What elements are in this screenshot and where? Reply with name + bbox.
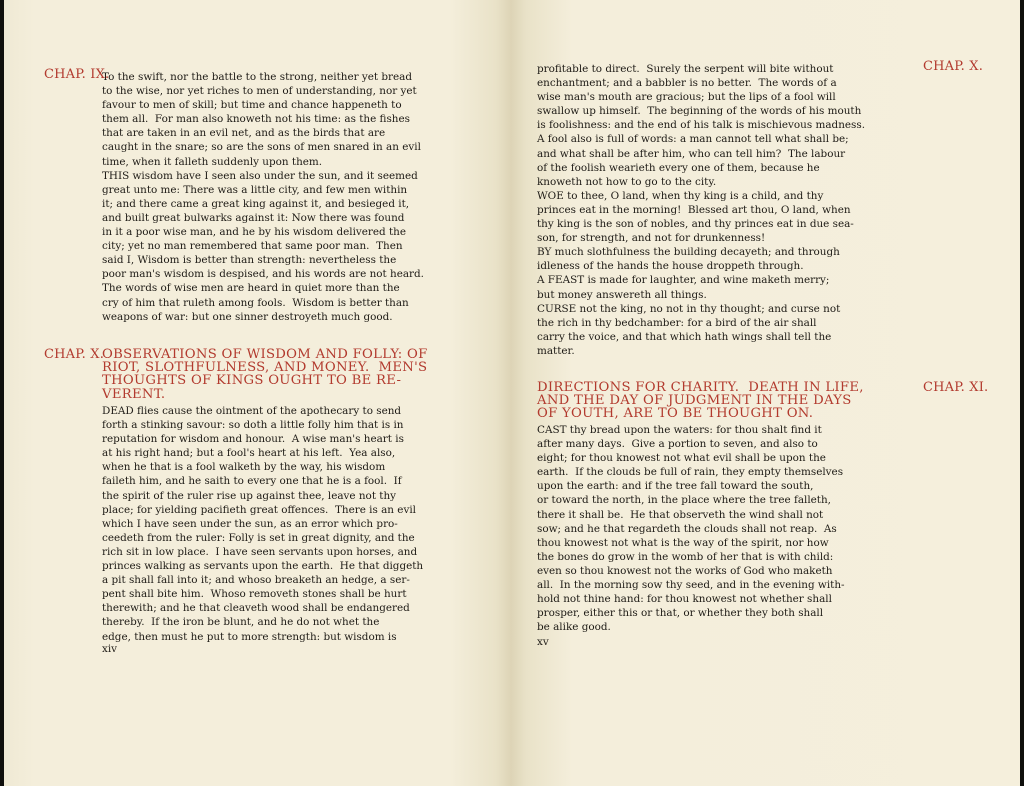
chapter-x-heading: OBSERVATIONS OF WISDOM AND FOLLY: OF RIOT, SLOTHFULNESS, AND MONEY. MEN'S THOUGHTS OF KINGS OUGHT TO BE RE- VERENT.: [102, 347, 428, 402]
right-text-top: profitable to direct. Surely the serpent will bite without enchantment; and a babbler is no better. The words of a wise man's mouth are gracious; but the lips of a fool will swallow up himself. The beginning of the words of his mouth is foolishness: and the end of his talk is mischievous madness. A fool also is full of words: a man cannot tell what shall be; and what shall be after him, who can tell him? The labour of the foolish wearieth every one of them, because he knoweth not how to go to the city. WOE to thee, O land, when thy king is a child, and thy princes eat in the morning! Blessed art thou, O land, when thy king is the son of nobles, and thy princes eat in due sea- son, for strength, and not for drunkenness! BY much slothfulness the building decayeth; and through idleness of the hands the house droppeth through. A FEAST is made for laughter, and wine maketh merry; but money answereth all things. CURSE not the king, no not in thy thought; and curse not the rich in thy bedchamber: for a bird of the air shall carry the voice, and that which hath wings shall tell the matter.: [537, 63, 866, 357]
left-text-top: To the swift, nor the battle to the strong, neither yet bread to the wise, nor yet riches to men of understanding, nor yet favour to men of skill; but time and chance happeneth to them all. For man also knoweth not his time: as the fishes that are taken in an evil net, and as the birds that are caught in the snare; so are the sons of men snared in an evil time, when it falleth suddenly upon them. THIS wisdom have I seen also under the sun, and it seemed great unto me: There was a little city, and few men within it; and there came a great king against it, and besieged it, and built great bulwarks against it: Now there was found in it a poor wise man, and he by his wisdom delivered the city; yet no man remembered that same poor man. Then said I, Wisdom is better than strength: nevertheless the poor man's wisdom is despised, and his words are not heard. The words of wise men are heard in quiet more than the cry of him that ruleth among fools. Wisdom is better than weapons of war: but one sinner destroyeth much good.: [102, 71, 424, 323]
chapter-x-marker-right: CHAP. X.: [923, 59, 984, 74]
chapter-xi-marker: CHAP. XI.: [923, 380, 989, 395]
left-page: [4, 0, 511, 786]
page-number-left: xiv: [102, 643, 118, 655]
chapter-ix-marker: CHAP. IX.: [44, 67, 110, 82]
right-text-bottom: CAST thy bread upon the waters: for thou shalt find it after many days. Give a portion to seven, and also to eight; for thou knowest not what evil shall be upon the earth. If the clouds be full of rain, they empty themselves upon the earth: and if the tree fall toward the south, or toward the north, in the place where the tree falleth, there it shall be. He that observeth the wind shall not sow; and he that regardeth the clouds shall not reap. As thou knowest not what is the way of the spirit, nor how the bones do grow in the womb of her that is with child: even so thou knowest not the works of God who maketh all. In the morning sow thy seed, and in the evening with- hold not thine hand: for thou knowest not whether shall prosper, either this or that, or whether they both shall be alike good.: [537, 424, 845, 634]
right-page: [511, 0, 1020, 786]
chapter-xi-heading: DIRECTIONS FOR CHARITY. DEATH IN LIFE, AND THE DAY OF JUDGMENT IN THE DAYS OF YOUTH, ARE TO BE THOUGHT ON.: [537, 380, 864, 422]
page-number-right: xv: [537, 636, 549, 648]
left-text-bottom: DEAD flies cause the ointment of the apothecary to send forth a stinking savour: so doth a little folly him that is in reputation for wisdom and honour. A wise man's heart is at his right hand; but a fool's heart at his left. Yea also, when he that is a fool walketh by the way, his wisdom faileth him, and he saith to every one that he is a fool. If the spirit of the ruler rise up against thee, leave not thy place; for yielding pacifieth great offences. There is an evil which I have seen under the sun, as an error which pro- ceedeth from the ruler: Folly is set in great dignity, and the rich sit in low place. I have seen servants upon horses, and princes walking as servants upon the earth. He that diggeth a pit shall fall into it; and whoso breaketh an hedge, a ser- pent shall bite him. Whoso removeth stones shall be hurt therewith; and he that cleaveth wood shall be endangered thereby. If the iron be blunt, and he do not whet the edge, then must he put to more strength: but wisdom is: [102, 405, 424, 643]
chapter-x-marker-left: CHAP. X.: [44, 347, 105, 362]
